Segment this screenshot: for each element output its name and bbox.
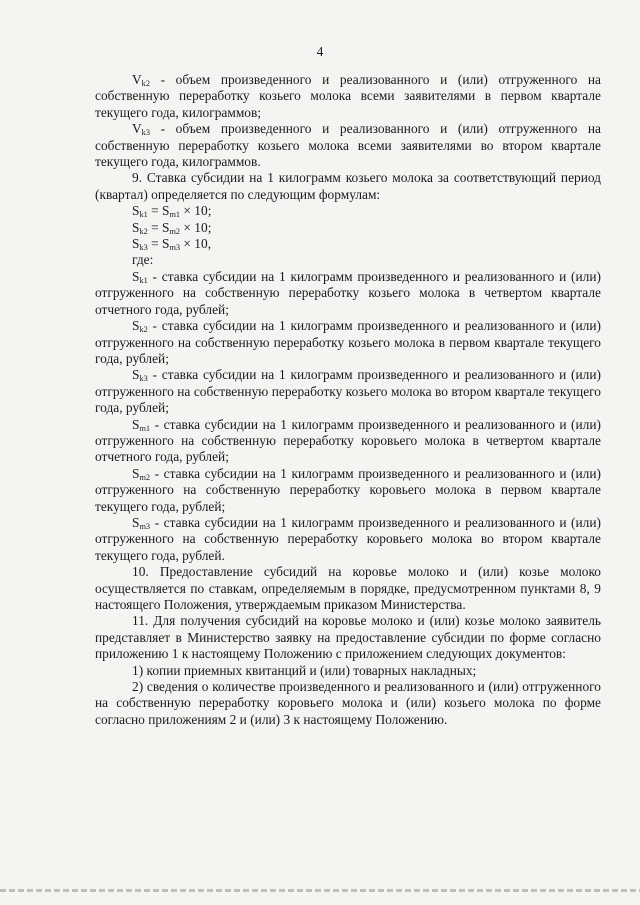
formula-line (95, 203, 601, 219)
formula-line (95, 236, 601, 252)
document-body (95, 72, 601, 728)
formula-operator: = S (147, 236, 170, 252)
symbol-subscript: m1 (139, 423, 151, 433)
paragraph-text: × 10; (180, 219, 212, 235)
paragraph-text: 2) сведения о количестве произведенного и реализованного и (или) отгруженного на собственную переработку коровьего молока и (или) козьего молока по форме согласно приложениям 2 и (или) 3 к настоящему Положению. (95, 679, 601, 727)
symbol-subscript: m3 (169, 243, 181, 253)
symbol-subscript: k3 (139, 243, 148, 253)
symbol: S (132, 514, 140, 530)
paragraph (95, 564, 601, 613)
symbol-subscript: k2 (139, 226, 148, 236)
formula-line (95, 252, 601, 268)
symbol-subscript: k2 (139, 325, 148, 335)
symbol-subscript: m1 (169, 210, 181, 220)
paragraph (95, 121, 601, 170)
symbol: S (132, 465, 140, 481)
page-number: 4 (316, 44, 324, 59)
paragraph-text: - ставка субсидии на 1 килограмм произведенного и реализованного и (или) отгруженного на собственную переработку коровьего молока в первом квартале текущего года, рублей; (95, 465, 601, 514)
paragraph-text: 10. Предоставление субсидий на коровье молоко и (или) козье молоко осуществляется по ставкам, определяемым в порядке, предусмотренном пунктами 8, 9 настоящего Положения, утверждаемым приказом Министерства. (95, 564, 601, 612)
paragraph (95, 269, 601, 318)
paragraph (95, 663, 601, 679)
symbol: S (132, 416, 140, 432)
paragraph (95, 367, 601, 416)
paragraph-text: - объем произведенного и реализованного и (или) отгруженного на собственную переработку козьего молока всеми заявителями в первом квартале текущего года, килограммов; (95, 72, 601, 120)
symbol-subscript: k1 (139, 275, 148, 285)
symbol-subscript: m2 (169, 226, 181, 236)
symbol: S (132, 203, 140, 219)
symbol: S (132, 367, 140, 383)
symbol: S (132, 236, 140, 252)
paragraph-text: где: (132, 252, 154, 268)
paragraph (95, 613, 601, 662)
formula-operator: = S (147, 203, 170, 219)
paragraph (95, 466, 601, 515)
scan-edge-artifact (0, 889, 640, 892)
symbol: V (132, 121, 142, 137)
formula-line (95, 220, 601, 236)
paragraph-text: 9. Ставка субсидии на 1 килограмм козьего молока за соответствующий период (квартал) определяется по следующим формулам: (95, 170, 601, 202)
paragraph-text: - объем произведенного и реализованного и (или) отгруженного на собственную переработку козьего молока всеми заявителями во втором квартале текущего года, килограммов. (95, 121, 601, 170)
paragraph (95, 679, 601, 728)
symbol: V (132, 72, 142, 87)
paragraph (95, 72, 601, 121)
symbol-subscript: m2 (139, 472, 151, 482)
paragraph (95, 170, 601, 203)
paragraph-text: - ставка субсидии на 1 килограмм произведенного и реализованного и (или) отгруженного на собственную переработку козьего молока в первом квартале текущего года, рублей; (95, 318, 601, 366)
symbol: S (132, 318, 140, 334)
symbol: S (132, 219, 140, 235)
paragraph (95, 417, 601, 466)
paragraph-text: × 10; (180, 203, 212, 219)
paragraph (95, 318, 601, 367)
paragraph-text: - ставка субсидии на 1 килограмм произведенного и реализованного и (или) отгруженного на собственную переработку коровьего молока в четвертом квартале отчетного года, рублей; (95, 416, 601, 465)
symbol-subscript: k3 (139, 374, 148, 384)
symbol-subscript: k1 (139, 210, 148, 220)
symbol: S (132, 268, 140, 284)
symbol-subscript: k2 (141, 79, 150, 89)
symbol-subscript: k3 (141, 128, 150, 138)
paragraph-text: 11. Для получения субсидий на коровье молоко и (или) козье молоко заявитель представляет в Министерство заявку на предоставление субсидии по форме согласно приложению 1 к настоящему Положению с приложением следующих документов: (95, 613, 601, 662)
symbol-subscript: m3 (139, 522, 151, 532)
formula-operator: = S (147, 219, 170, 235)
paragraph-text: 1) копии приемных квитанций и (или) товарных накладных; (132, 662, 477, 678)
paragraph-text: × 10, (180, 236, 212, 252)
paragraph (95, 515, 601, 564)
paragraph-text: - ставка субсидии на 1 килограмм произведенного и реализованного и (или) отгруженного на собственную переработку козьего молока в четвертом квартале отчетного года, рублей; (95, 268, 601, 317)
paragraph-text: - ставка субсидии на 1 килограмм произведенного и реализованного и (или) отгруженного на собственную переработку коровьего молока во втором квартале текущего года, рублей. (95, 514, 601, 563)
paragraph-text: - ставка субсидии на 1 килограмм произведенного и реализованного и (или) отгруженного на собственную переработку козьего молока во втором квартале текущего года, рублей; (95, 367, 601, 416)
